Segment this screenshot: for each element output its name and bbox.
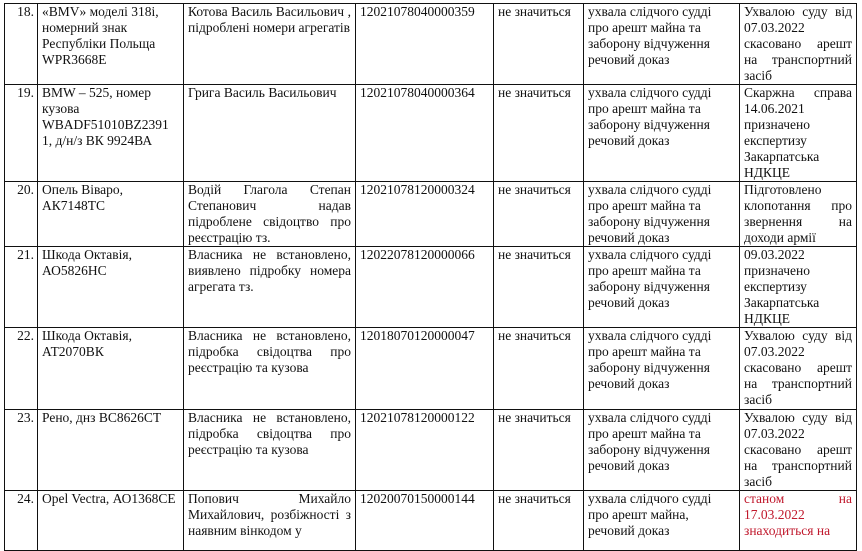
vehicle-cell: Рено, днз ВС8626СТ xyxy=(38,410,184,491)
row-number: 22. xyxy=(5,328,38,410)
case-number-cell: 12021078120000324 xyxy=(356,182,494,247)
table-row xyxy=(5,328,857,410)
result-cell: 09.03.2022 призначено експертизу Закарпатська НДКЦЕ xyxy=(740,247,857,328)
person-cell: Власника не встановлено, підробка свідоцтва про реєстрацію та кузова xyxy=(184,328,356,410)
vehicle-cell: BMW – 525, номер кузова WBADF51010BZ2391 1, д/н/з ВК 9924ВА xyxy=(38,85,184,182)
table-row xyxy=(5,247,857,328)
status-cell: не значиться xyxy=(494,4,584,85)
person-cell: Грига Василь Васильович xyxy=(184,85,356,182)
table-row xyxy=(5,4,857,85)
decision-cell: ухвала слідчого судді про арешт майна та заборону відчуження речовий доказ xyxy=(584,85,740,182)
row-number: 19. xyxy=(5,85,38,182)
table-row xyxy=(5,410,857,491)
vehicle-cell: Опель Віваро, АК7148ТС xyxy=(38,182,184,247)
status-cell: не значиться xyxy=(494,182,584,247)
table-row xyxy=(5,85,857,182)
decision-cell: ухвала слідчого судді про арешт майна, речовий доказ xyxy=(584,491,740,551)
case-number-cell: 12021078040000364 xyxy=(356,85,494,182)
row-number: 18. xyxy=(5,4,38,85)
case-number-cell: 12022078120000066 xyxy=(356,247,494,328)
status-cell: не значиться xyxy=(494,328,584,410)
vehicles-table xyxy=(4,3,857,551)
person-cell: Власника не встановлено, виявлено підробку номера агрегата тз. xyxy=(184,247,356,328)
status-cell: не значиться xyxy=(494,85,584,182)
result-cell: Ухвалою суду від 07.03.2022 скасовано арешт на транспортний засіб xyxy=(740,4,857,85)
vehicle-cell: Шкода Октавія, АТ2070ВК xyxy=(38,328,184,410)
person-cell: Водій Глагола Степан Степанович надав підроблене свідоцтво про реєстрацію тз. xyxy=(184,182,356,247)
vehicle-cell: «BMV» моделі 318i, номерний знак Республіки Польща WPR3668E xyxy=(38,4,184,85)
row-number: 20. xyxy=(5,182,38,247)
row-number: 23. xyxy=(5,410,38,491)
status-cell: не значиться xyxy=(494,410,584,491)
decision-cell: ухвала слідчого судді про арешт майна та заборону відчуження речовий доказ xyxy=(584,247,740,328)
status-cell: не значиться xyxy=(494,247,584,328)
decision-cell: ухвала слідчого судді про арешт майна та заборону відчуження речовий доказ xyxy=(584,410,740,491)
decision-cell: ухвала слідчого судді про арешт майна та заборону відчуження речовий доказ xyxy=(584,328,740,410)
result-cell: Ухвалою суду від 07.03.2022 скасовано арешт на транспортний засіб xyxy=(740,328,857,410)
table-row xyxy=(5,491,857,551)
table-row xyxy=(5,182,857,247)
row-number: 24. xyxy=(5,491,38,551)
case-number-cell: 12021078120000122 xyxy=(356,410,494,491)
person-cell: Котова Василь Васильович , підроблені номери агрегатів xyxy=(184,4,356,85)
vehicle-cell: Opel Vectra, АО1368СЕ xyxy=(38,491,184,551)
result-cell: Скаржна справа 14.06.2021 призначено експертизу Закарпатська НДКЦЕ xyxy=(740,85,857,182)
person-cell: Власника не встановлено, підробка свідоцтва про реєстрацію та кузова xyxy=(184,410,356,491)
decision-cell: ухвала слідчого судді про арешт майна та заборону відчуження речовий доказ xyxy=(584,182,740,247)
result-cell: Підготовлено клопотання про звернення на доходи армії xyxy=(740,182,857,247)
row-number: 21. xyxy=(5,247,38,328)
case-number-cell: 12018070120000047 xyxy=(356,328,494,410)
result-cell: станом на 17.03.2022 знаходиться на xyxy=(740,491,857,551)
case-number-cell: 12020070150000144 xyxy=(356,491,494,551)
person-cell: Попович Михайло Михайлович, розбіжності з наявним вінкодом у xyxy=(184,491,356,551)
status-cell: не значиться xyxy=(494,491,584,551)
result-cell: Ухвалою суду від 07.03.2022 скасовано арешт на транспортний засіб xyxy=(740,410,857,491)
decision-cell: ухвала слідчого судді про арешт майна та заборону відчуження речовий доказ xyxy=(584,4,740,85)
vehicle-cell: Шкода Октавія, АО5826НС xyxy=(38,247,184,328)
case-number-cell: 12021078040000359 xyxy=(356,4,494,85)
